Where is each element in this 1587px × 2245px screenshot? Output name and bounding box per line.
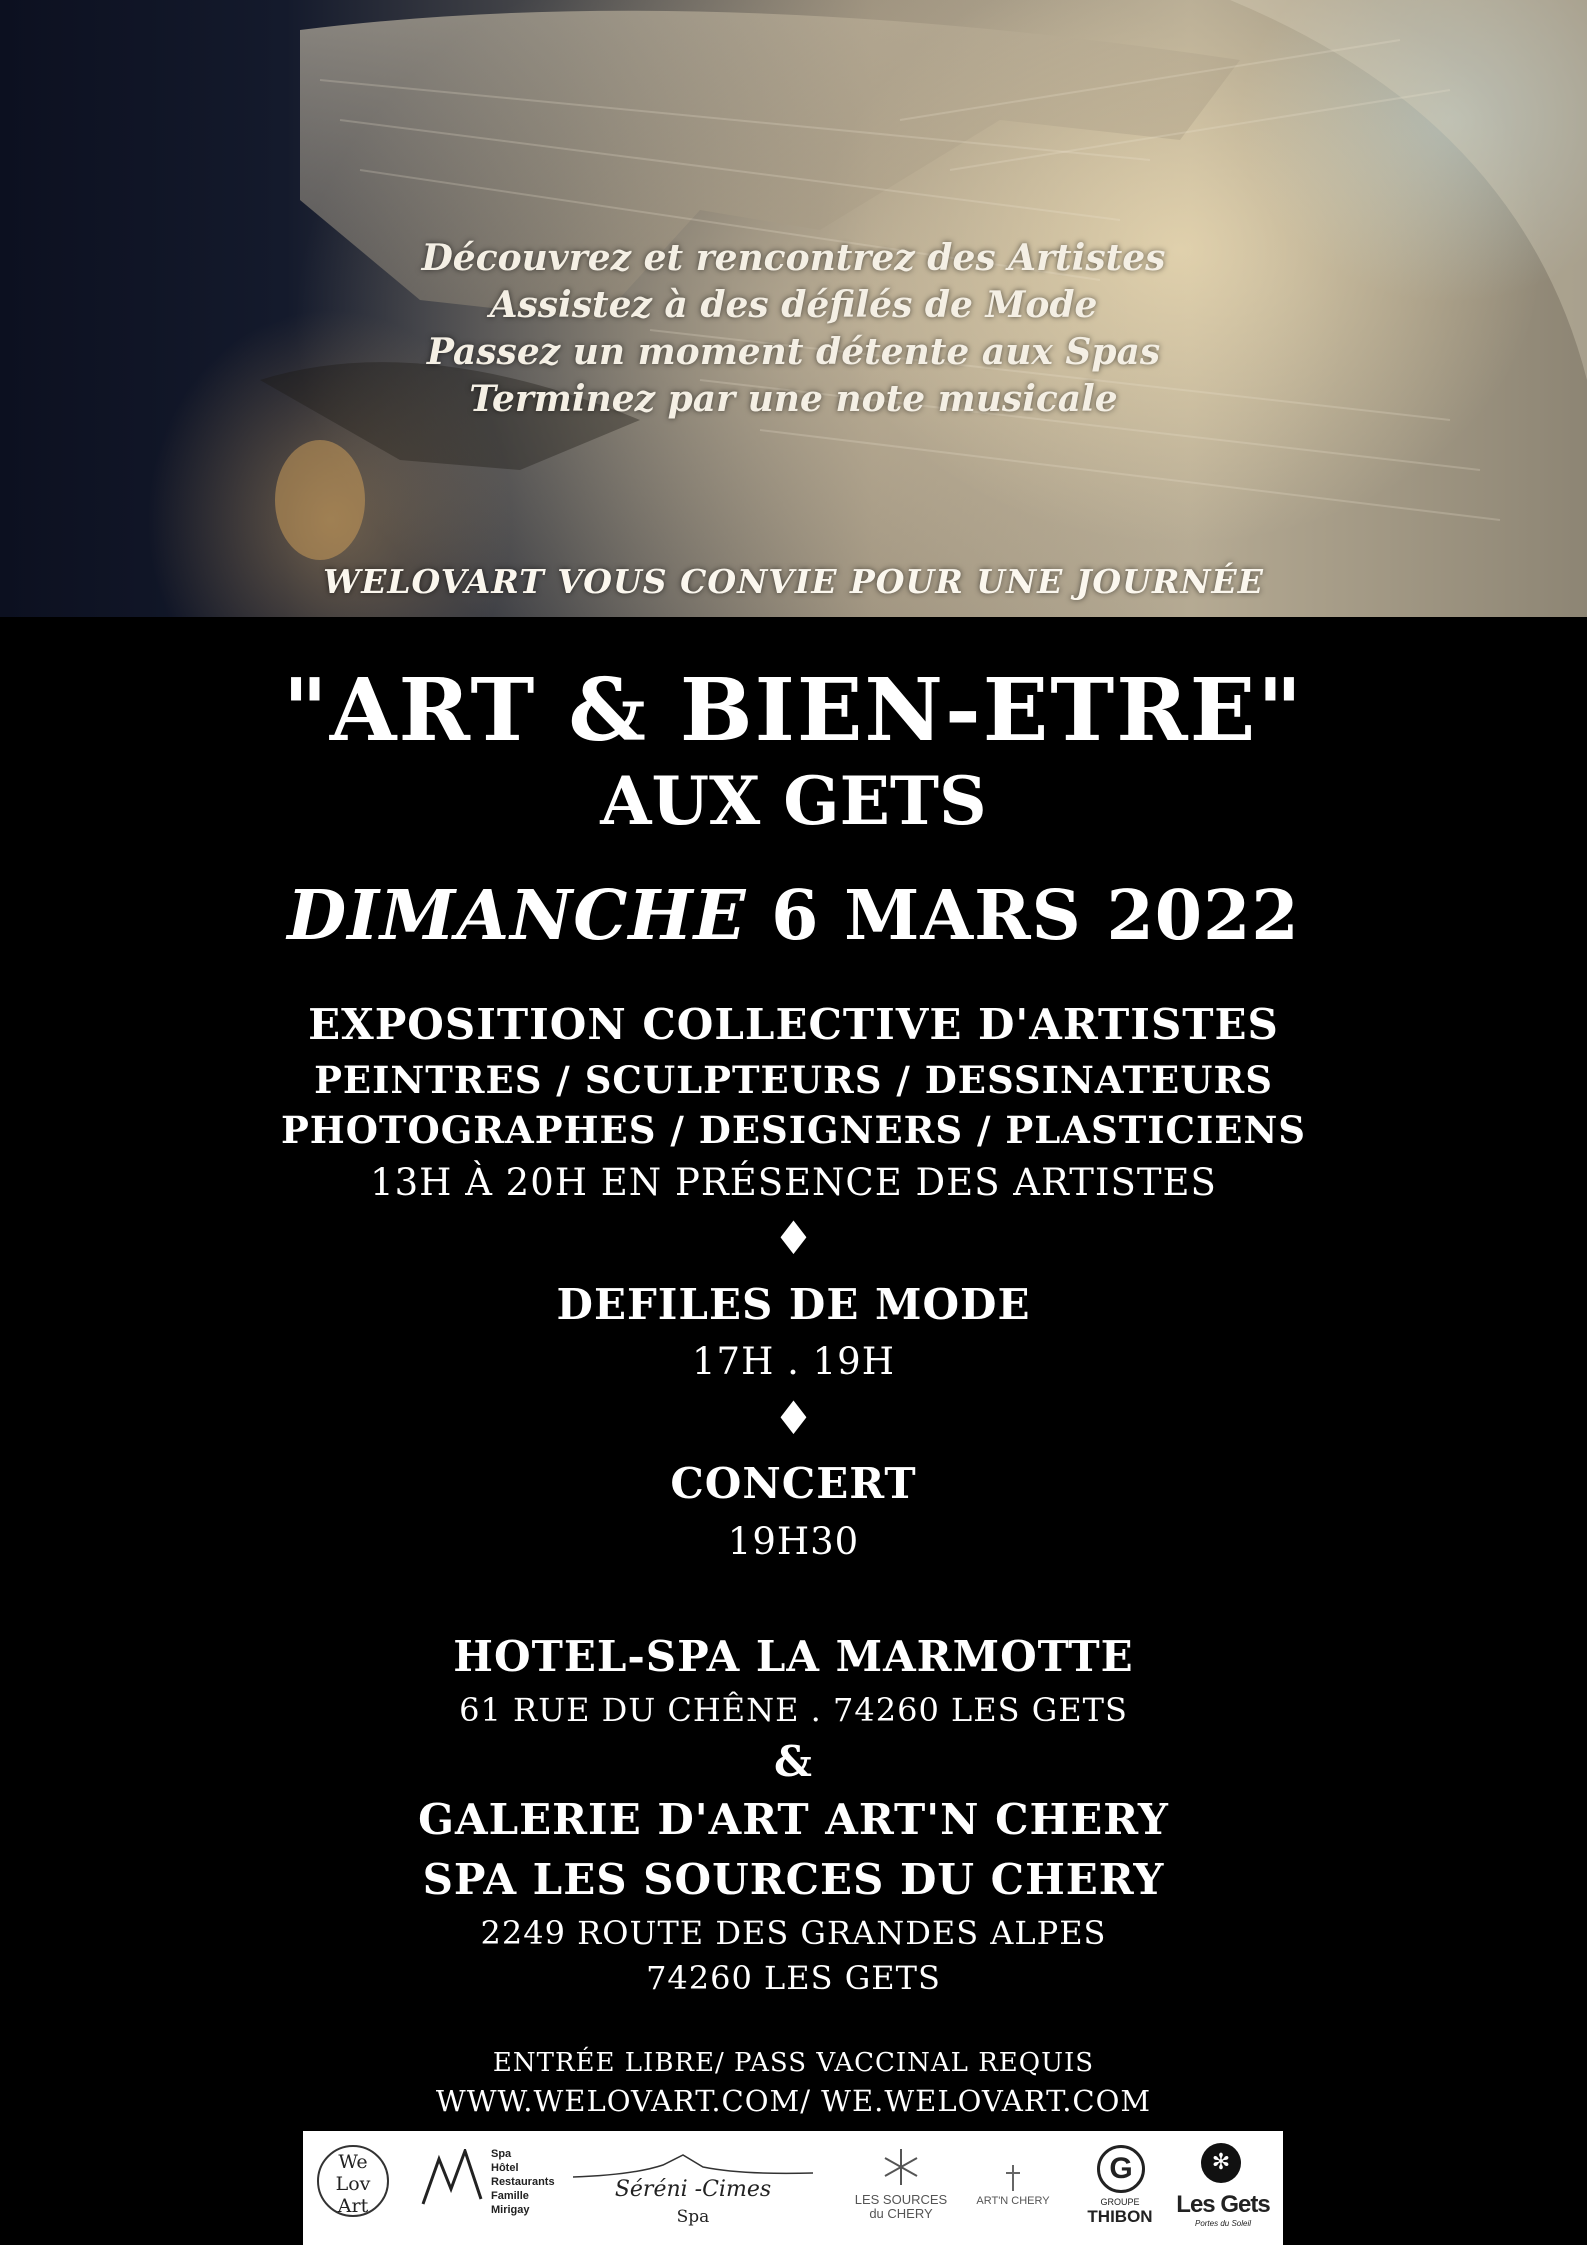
event-date bbox=[0, 876, 1587, 956]
hero-line: Découvrez et rencontrez des Artistes bbox=[421, 237, 1166, 279]
venue-1-address: 61 RUE DU CHÊNE . 74260 LES GETS bbox=[459, 1691, 1128, 1729]
thibon-g-icon: G bbox=[1097, 2145, 1145, 2193]
exposition-hours: 13H À 20H EN PRÉSENCE DES ARTISTES bbox=[370, 1161, 1217, 1204]
sponsor-logo-strip bbox=[303, 2131, 1283, 2245]
cross-mark-icon bbox=[1003, 2165, 1023, 2191]
hero-photo bbox=[0, 0, 1587, 617]
venue-2-name-1: GALERIE D'ART ART'N CHERY bbox=[418, 1795, 1169, 1844]
entry-info: ENTRÉE LIBRE/ PASS VACCINAL REQUIS bbox=[492, 2048, 1095, 2078]
exposition-line-1: PEINTRES / SCULPTEURS / DESSINATEURS bbox=[314, 1058, 1273, 1102]
concert-hours: 19H30 bbox=[727, 1520, 860, 1563]
event-title: "ART & BIEN-ETRE" bbox=[282, 660, 1305, 761]
venue-1-name: HOTEL-SPA LA MARMOTTE bbox=[453, 1632, 1134, 1681]
mountain-icon bbox=[421, 2149, 491, 2209]
event-subtitle: AUX GETS bbox=[600, 762, 987, 840]
venue-2-address-2: 74260 LES GETS bbox=[646, 1959, 941, 1997]
les-gets-logo: ✻ Les Gets Portes du Soleil bbox=[1173, 2139, 1273, 2239]
diamond-separator: ♦ bbox=[772, 1391, 815, 1445]
les-sources-logo: LES SOURCES du CHERY bbox=[851, 2143, 951, 2233]
defiles-heading: DEFILES DE MODE bbox=[556, 1280, 1031, 1329]
hero-line: Passez un moment détente aux Spas bbox=[426, 331, 1161, 373]
defiles-hours: 17H . 19H bbox=[692, 1340, 895, 1383]
exposition-line-2: PHOTOGRAPHES / DESIGNERS / PLASTICIENS bbox=[280, 1108, 1307, 1152]
sereni-cimes-logo: Séréni -Cimes Spa bbox=[573, 2147, 813, 2227]
welovart-logo: We Lov Art bbox=[317, 2145, 389, 2217]
website-urls: WWW.WELOVART.COM/ WE.WELOVART.COM bbox=[435, 2084, 1152, 2118]
venue-2-address-1: 2249 ROUTE DES GRANDES ALPES bbox=[480, 1914, 1107, 1952]
artn-chery-logo: ART'N CHERY bbox=[968, 2161, 1058, 2221]
mirigay-logo: Spa Hôtel Restaurants Famille Mirigay bbox=[421, 2143, 561, 2233]
diamond-separator: ♦ bbox=[772, 1211, 815, 1265]
date-rest: 6 MARS 2022 bbox=[771, 876, 1300, 956]
hero-line: Terminez par une note musicale bbox=[469, 378, 1118, 420]
venue-2-name-2: SPA LES SOURCES DU CHERY bbox=[422, 1855, 1165, 1904]
hero-intro-lines bbox=[0, 235, 1587, 423]
snowflake-badge-icon: ✻ bbox=[1201, 2143, 1241, 2183]
hero-line: Assistez à des défilés de Mode bbox=[489, 284, 1098, 326]
groupe-thibon-logo: G GROUPE THIBON bbox=[1075, 2141, 1165, 2237]
snowflake-icon bbox=[881, 2147, 921, 2187]
date-day: DIMANCHE bbox=[287, 876, 747, 956]
invite-line: WELOVART VOUS CONVIE POUR UNE JOURNÉE bbox=[323, 562, 1264, 601]
concert-heading: CONCERT bbox=[670, 1459, 917, 1508]
exposition-heading: EXPOSITION COLLECTIVE D'ARTISTES bbox=[308, 1000, 1279, 1049]
ampersand: & bbox=[774, 1737, 813, 1786]
